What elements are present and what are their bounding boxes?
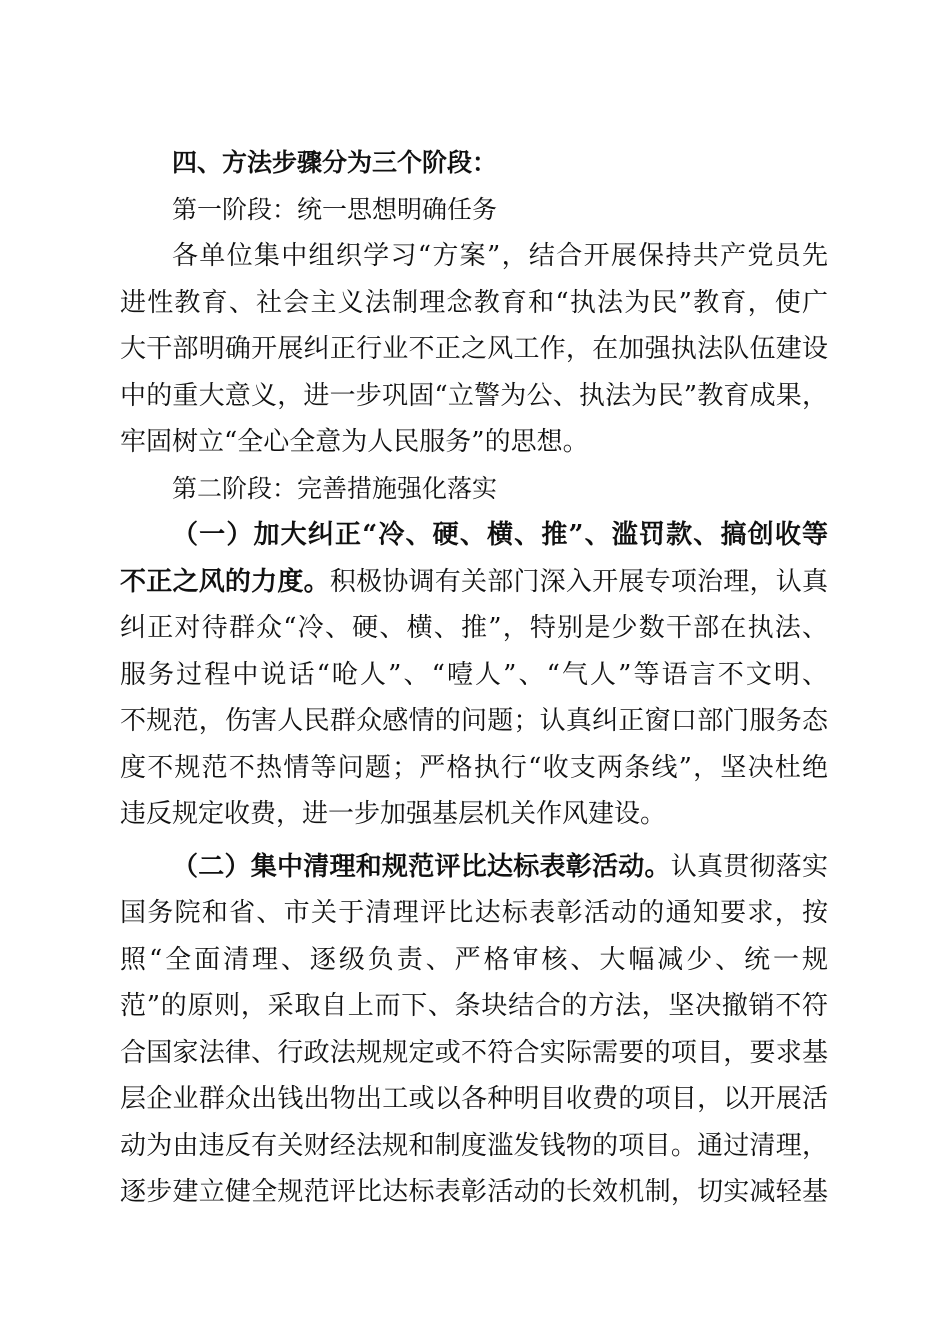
item1-line: 违反规定收费，进一步加强基层机关作风建设。 [120, 799, 667, 829]
item2-line: 范”的原则，采取自上而下、条块结合的方法，坚决撤销不符 [120, 991, 828, 1021]
item2-title-line [120, 844, 828, 891]
item2-line: 动为由违反有关财经法规和制度滥发钱物的项目。通过清理， [120, 1130, 828, 1161]
stage1-title: 第一阶段：统一思想明确任务 [172, 194, 498, 224]
item2-line: 逐步建立健全规范评比达标表彰活动的长效机制，切实减轻基 [120, 1177, 828, 1207]
stage1-line: 各单位集中组织学习“方案”，结合开展保持共产党员先 [172, 241, 828, 271]
stage2-title: 第二阶段：完善措施强化落实 [172, 473, 498, 503]
section-heading: 四、方法步骤分为三个阶段： [172, 148, 498, 177]
stage1-line: 大干部明确开展纠正行业不正之风工作，在加强执法队伍建设 [120, 334, 828, 364]
stage1-line: 牢固树立“全心全意为人民服务”的思想。 [120, 427, 589, 457]
item2-line: 层企业群众出钱出物出工或以各种明目收费的项目，以开展活 [120, 1084, 828, 1114]
item1-line: 度不规范不热情等问题；严格执行“收支两条线”，坚决杜绝 [120, 752, 828, 783]
item2-line: 照“全面清理、逐级负责、严格审核、大幅减少、统一规 [120, 944, 828, 975]
stage1-line: 中的重大意义，进一步巩固“立警为公、执法为民”教育成果， [120, 380, 828, 411]
item1-line: 服务过程中说话“呛人”、“噎人”、“气人”等语言不文明、 [120, 659, 828, 690]
item2-line-rest: 认真贯彻落实 [670, 851, 828, 882]
item2-line: 合国家法律、行政法规规定或不符合实际需要的项目，要求基 [120, 1037, 828, 1068]
item1-line-rest: 积极协调有关部门深入开展专项治理，认真 [329, 566, 828, 597]
item1-title-tail: 不正之风的力度。 [120, 566, 330, 597]
item2-title: （二）集中清理和规范评比达标表彰活动。 [172, 851, 671, 882]
item1-line: 纠正对待群众“冷、硬、横、推”，特别是少数干部在执法、 [120, 613, 828, 643]
item1-title-line: （一）加大纠正“冷、硬、横、推”、滥罚款、搞创收等 [172, 520, 828, 550]
item1-line [120, 559, 828, 606]
document-body [120, 140, 828, 1216]
item1-line: 不规范，伤害人民群众感情的问题；认真纠正窗口部门服务态 [120, 706, 828, 736]
item2-line: 国务院和省、市关于清理评比达标表彰活动的通知要求，按 [120, 898, 828, 928]
stage1-line: 进性教育、社会主义法制理念教育和“执法为民”教育，使广 [120, 287, 828, 318]
